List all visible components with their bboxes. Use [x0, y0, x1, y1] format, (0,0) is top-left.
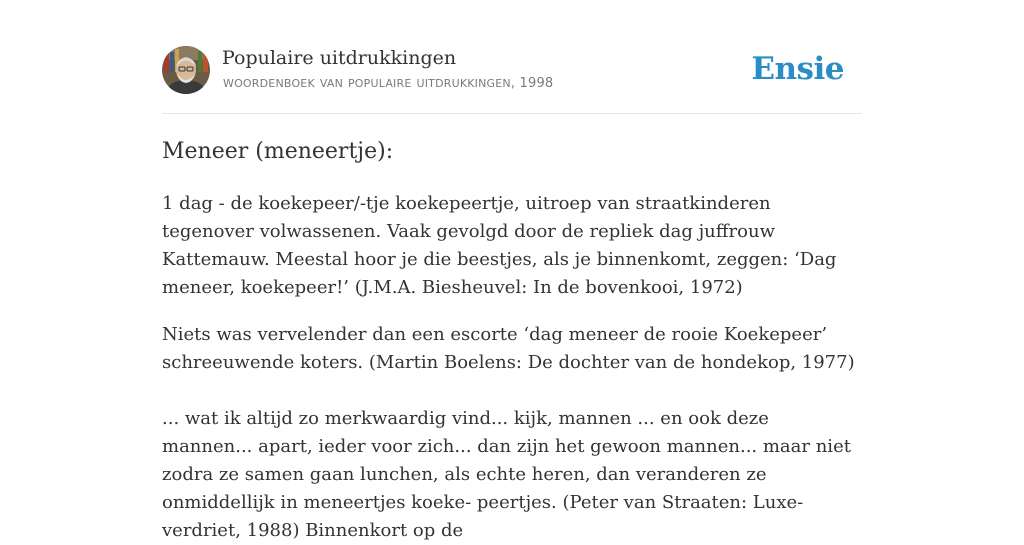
- source-title: woordenboek van populaire uitdrukkingen: [223, 73, 511, 91]
- entry-header: [162, 46, 862, 114]
- entry-content: [162, 136, 862, 545]
- entry-title: Meneer (meneertje):: [162, 139, 394, 164]
- entry-paragraph: ... wat ik altijd zo merkwaardig vind... kijk, mannen ... en ook deze mannen... apart, ieder voor zich... dan zijn het gewoon mannen... maar niet zodra ze samen gaan lunchen, als echte heren, dan veranderen ze onmiddellijk in meneertjes koeke- peertjes. (Peter van Straaten: Luxe-verdriet, 1988) Binnenkort op de: [162, 408, 851, 541]
- author-name[interactable]: Populaire uitdrukkingen: [222, 47, 457, 69]
- source-year: , 1998: [510, 76, 554, 91]
- entry-paragraph: 1 dag - de koekepeer/-tje koekepeertje, uitroep van straatkinderen tegenover volwassenen. Vaak gevolgd door de repliek dag juffrouw Kattemauw. Meestal hoor je die beestjes, als je binnenkomt, zeggen: ‘Dag meneer, koekepeer!’ (J.M.A. Biesheuvel: In de bovenkooi, 1972): [162, 193, 837, 298]
- author-portrait-icon: [162, 46, 210, 94]
- source-line: [223, 74, 553, 92]
- ensie-logo[interactable]: Ensie: [751, 51, 844, 87]
- author-avatar[interactable]: [162, 46, 210, 94]
- entry-paragraph: Niets was vervelender dan een escorte ‘dag meneer de rooie Koekepeer’ schreeuwende koters. (Martin Boelens: De dochter van de hondekop, 1977): [162, 324, 855, 373]
